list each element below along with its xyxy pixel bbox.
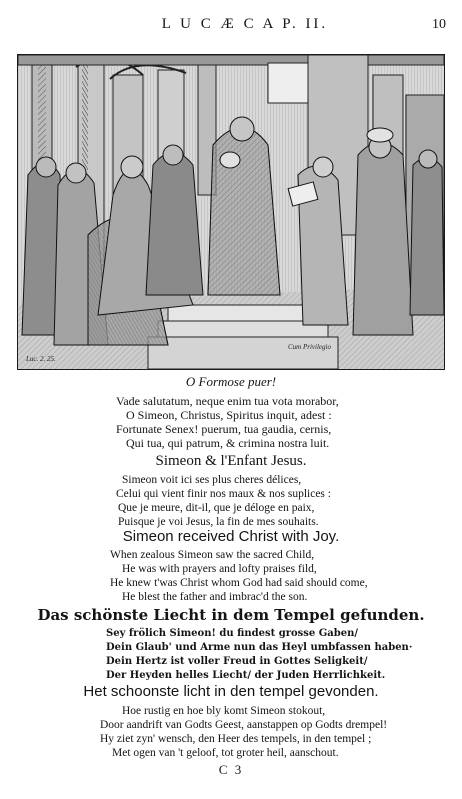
page-header [0, 16, 462, 38]
latin-line-4: Qui tua, qui patrum, & crimina nostra luit. [126, 436, 330, 450]
dutch-line-2: Door aandrift van Godts Geest, aanstappen op Godts drempel! [100, 719, 388, 731]
latin-line-1: Vade salutatum, neque enim tua vota morabor, [116, 394, 339, 408]
english-line-2: He was with prayers and lofty praises fild, [122, 563, 317, 575]
english-heading: Simeon received Christ with Joy. [122, 528, 340, 545]
latin-line-2: O Simeon, Christus, Spiritus inquit, adest : [126, 408, 332, 422]
english-line-1: When zealous Simeon saw the sacred Child, [110, 549, 315, 561]
german-line-2: Dein Glaub' und Arme nun das Heyl umbfassen haben· [106, 642, 413, 653]
german-line-4: Der Heyden helles Liecht/ der Juden Herrlichkeit. [106, 670, 386, 681]
signature-mark: C 3 [218, 762, 244, 777]
running-title: L U C Æ C A P. II. [161, 16, 329, 32]
latin-line-3: Fortunate Senex! puerum, tua gaudia, cernis, [116, 422, 332, 436]
german-heading: Das schönste Liecht in dem Tempel gefunden. [37, 606, 425, 624]
presentation-in-temple-engraving [18, 55, 444, 369]
dutch-heading: Het schoonste licht in den tempel gevonden. [83, 683, 379, 700]
french-line-3: Que je meure, dit-il, que je déloge en paix, [118, 502, 315, 514]
english-line-4: He blest the father and imbrac'd the son. [122, 591, 308, 603]
engraving-caption-left: Luc. 2. 25. [26, 355, 56, 363]
dutch-line-4: Met ogen van 't geloof, tot groter heil, aanschout. [112, 747, 339, 759]
german-line-1: Sey frölich Simeon! du findest grosse Gaben/ [106, 628, 359, 639]
french-heading: Simeon & l'Enfant Jesus. [155, 453, 307, 469]
french-line-4: Puisque je voi Jesus, la fin de mes souhaits. [118, 516, 319, 528]
dutch-line-1: Hoe rustig en hoe bly komt Simeon stokout, [122, 705, 326, 717]
english-line-3: He knew t'was Christ whom God had said should come, [110, 577, 368, 589]
latin-heading: O Formose puer! [185, 374, 277, 389]
french-line-2: Celui qui vient finir nos maux & nos suplices : [116, 488, 331, 500]
engraving-caption-right: Cum Privilegio [288, 343, 331, 351]
dutch-line-3: Hy ziet zyn' wensch, den Heer des tempels, in den tempel ; [100, 733, 372, 745]
french-line-1: Simeon voit ici ses plus cheres délices, [122, 474, 302, 486]
german-line-3: Dein Hertz ist voller Freud in Gottes Seligkeit/ [106, 656, 368, 667]
page-number: 10 [432, 17, 446, 32]
engraving-illustration [17, 54, 445, 370]
